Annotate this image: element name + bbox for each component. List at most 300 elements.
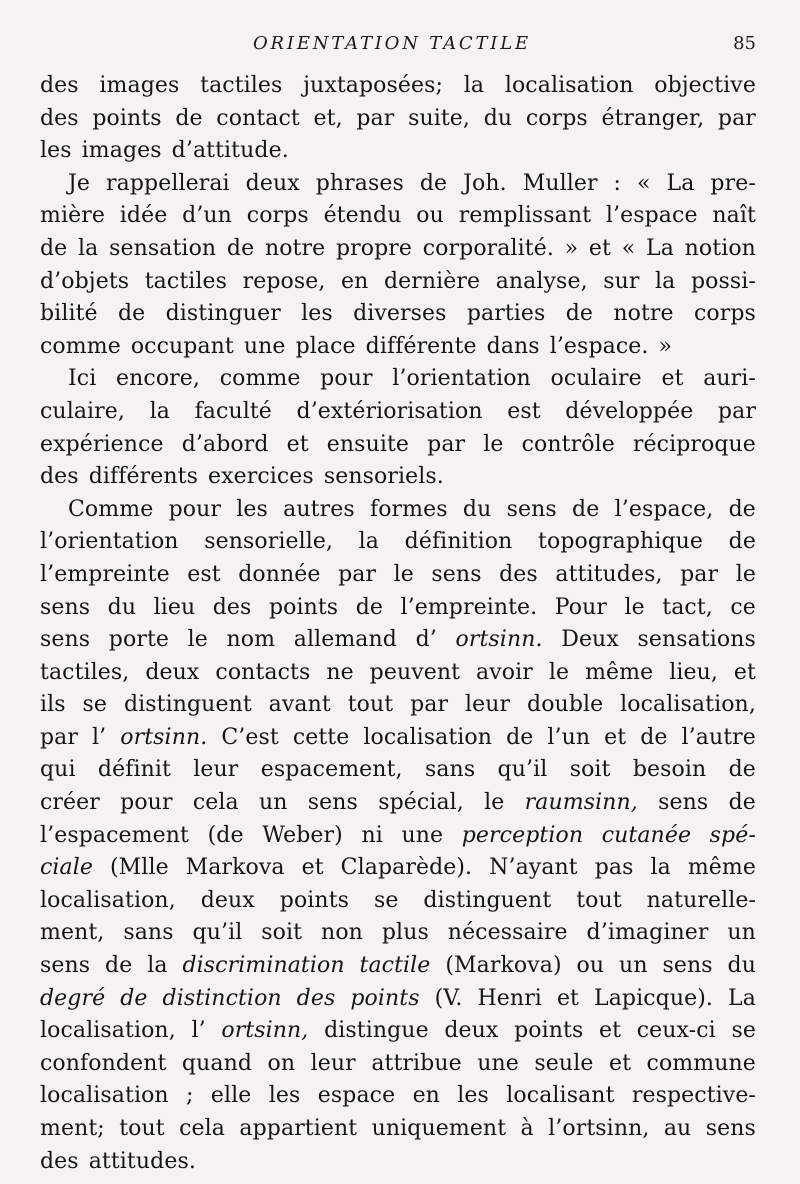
word: idée	[119, 203, 168, 229]
word: Ici	[68, 366, 97, 392]
text-line	[40, 200, 756, 233]
word: images	[99, 73, 180, 98]
word: tout	[119, 1116, 165, 1141]
word: même	[687, 855, 756, 881]
word: remplissant	[458, 203, 592, 229]
word: se	[82, 692, 108, 718]
text-line	[40, 168, 756, 201]
word: d’abord	[181, 431, 269, 457]
word: de	[565, 301, 594, 327]
word: juxtaposées;	[303, 73, 444, 98]
text-line	[40, 331, 756, 364]
text-line	[40, 885, 756, 918]
word: bilité	[40, 301, 98, 327]
text-line	[40, 983, 756, 1016]
word: suite,	[408, 105, 471, 131]
word: Lapicque).	[593, 985, 713, 1011]
word: ce	[730, 594, 756, 620]
word: une	[477, 1050, 519, 1076]
word: tactile	[359, 953, 431, 979]
word: Muller	[522, 170, 598, 196]
text-line	[40, 917, 756, 950]
text-line	[40, 689, 756, 722]
word: notion	[684, 235, 756, 261]
word: La	[645, 235, 674, 261]
word: nécessaire	[447, 920, 568, 946]
word: est	[507, 398, 541, 424]
word: l’un	[547, 724, 591, 750]
word: contacts	[215, 659, 311, 685]
word: faculté	[194, 398, 272, 424]
paragraph	[40, 494, 756, 1178]
word: soit	[569, 757, 611, 783]
word: La	[666, 170, 695, 196]
word: nom	[226, 627, 276, 653]
word: lieu	[153, 594, 196, 620]
word: par	[356, 105, 395, 131]
word: espace	[317, 1083, 396, 1109]
word: du	[483, 105, 513, 131]
word: points	[279, 887, 350, 913]
word: se	[731, 1018, 756, 1044]
word: on	[267, 1050, 296, 1076]
word: les	[40, 138, 72, 164]
word: l’empreinte.	[400, 594, 538, 620]
word: un	[727, 920, 756, 946]
word: les	[268, 1083, 301, 1109]
paragraph	[40, 70, 756, 168]
word: des	[499, 561, 538, 587]
word: étranger,	[601, 105, 705, 131]
word: d’	[415, 627, 437, 653]
word: et	[556, 985, 579, 1011]
word: ment;	[40, 1116, 105, 1141]
word: objective	[654, 73, 756, 98]
text-line	[40, 1048, 756, 1081]
word: donnée	[238, 561, 321, 587]
word: et	[588, 235, 611, 261]
word: distinguer	[165, 301, 281, 327]
text-line	[40, 820, 756, 853]
word: notre	[264, 235, 326, 261]
word: distinguent	[123, 692, 252, 718]
word: d’extériorisation	[296, 398, 483, 424]
text-line	[40, 70, 756, 103]
page-number: 85	[733, 33, 756, 54]
word: lieu,	[669, 659, 718, 685]
word: et	[608, 1050, 632, 1076]
running-head: ORIENTATION TACTILE	[253, 33, 531, 54]
word: attitudes,	[555, 561, 663, 587]
word: pour	[120, 790, 173, 816]
word: différente	[365, 333, 477, 359]
word: points	[92, 105, 162, 131]
word: sans	[424, 757, 476, 783]
word: le	[735, 561, 756, 587]
word: développée	[565, 398, 694, 424]
word: réciproque	[632, 431, 756, 457]
word: possi-	[690, 268, 756, 294]
word: deux	[444, 1018, 499, 1044]
word: la	[149, 398, 170, 424]
word: cela	[192, 790, 239, 816]
word: sensorielle,	[204, 529, 334, 555]
word: les	[236, 496, 268, 522]
word: leur	[310, 1050, 356, 1076]
word: ceux-ci	[636, 1018, 716, 1044]
word: qu’il	[497, 757, 548, 783]
word: est	[187, 561, 221, 587]
word: cutanée	[601, 822, 692, 848]
word: ortsinn,	[221, 1018, 309, 1044]
word: contact	[216, 105, 300, 131]
word: par	[338, 561, 377, 587]
word: ni	[361, 822, 383, 848]
word: :	[613, 170, 622, 196]
word: en	[341, 268, 369, 294]
word: formes	[369, 496, 448, 522]
word: en	[412, 1083, 440, 1109]
word: attribue	[371, 1050, 462, 1076]
word: d’un	[182, 203, 232, 229]
word: d’objets	[40, 268, 130, 294]
text-line	[40, 396, 756, 429]
word: et	[733, 659, 756, 685]
word: par	[680, 561, 719, 587]
word: pour	[168, 496, 221, 522]
body-text	[40, 70, 756, 1178]
word: seule	[534, 1050, 594, 1076]
word: encore,	[116, 366, 201, 392]
word: ;	[186, 1083, 194, 1109]
word: pour	[320, 366, 373, 392]
word: un	[258, 790, 288, 816]
word: expérience	[40, 431, 164, 457]
word: sur	[603, 268, 640, 294]
word: un	[619, 953, 648, 979]
text-line	[40, 722, 756, 755]
text-line	[40, 1015, 756, 1048]
word: (V.	[434, 985, 463, 1011]
word: cela	[179, 1116, 225, 1141]
word: l’	[191, 1018, 206, 1044]
word: avant	[268, 692, 331, 718]
word: différents	[88, 464, 198, 490]
word: ensuite	[326, 431, 410, 457]
word: deux	[145, 659, 200, 685]
word: discrimination	[182, 953, 345, 979]
text-line	[40, 787, 756, 820]
word: localisation,	[40, 1018, 176, 1044]
word: tactiles	[200, 73, 283, 98]
word: par	[717, 398, 756, 424]
word: qu’il	[192, 920, 243, 946]
text-line	[40, 950, 756, 983]
word: sens	[40, 594, 91, 620]
word: d’imaginer	[586, 920, 709, 946]
word: l’orientation	[392, 366, 531, 392]
word: par	[717, 105, 756, 131]
word: La	[727, 985, 756, 1011]
word: de	[226, 235, 255, 261]
word: la	[650, 855, 671, 881]
word: à	[520, 1116, 534, 1141]
word: sens	[658, 790, 709, 816]
word: comme	[40, 333, 121, 359]
word: et	[301, 855, 324, 881]
word: besoin	[632, 757, 707, 783]
word: peuvent	[369, 659, 461, 685]
word: sens	[40, 953, 91, 979]
text-line	[40, 266, 756, 299]
word: de	[355, 594, 383, 620]
word: localisation,	[40, 887, 176, 913]
word: au	[663, 1116, 692, 1141]
word: rappellerai	[106, 170, 230, 196]
word: localisation	[40, 1083, 169, 1109]
text-line	[40, 852, 756, 885]
text-line	[40, 363, 756, 396]
word: Comme	[68, 496, 154, 522]
word: «	[637, 170, 651, 196]
word: par	[40, 724, 79, 750]
word: phrases	[315, 170, 404, 196]
text-line	[40, 461, 756, 494]
word: l’ortsinn,	[548, 1116, 650, 1141]
word: propre	[335, 235, 413, 261]
text-line	[40, 429, 756, 462]
word: points	[350, 985, 420, 1011]
word: Joh.	[463, 170, 507, 196]
word: la	[147, 953, 168, 979]
word: raumsinn,	[524, 790, 638, 816]
word: points	[268, 594, 339, 620]
word: du	[107, 594, 137, 620]
word: de	[506, 724, 534, 750]
word: ils	[40, 692, 66, 718]
word: notre	[613, 301, 674, 327]
word: Pour	[554, 594, 608, 620]
text-line	[40, 1113, 756, 1146]
word: double	[527, 692, 604, 718]
word: du	[727, 953, 756, 979]
word: tactiles,	[40, 659, 130, 685]
word: Henri	[477, 985, 542, 1011]
word: la	[463, 73, 485, 98]
text-line	[40, 624, 756, 657]
word: ou	[576, 953, 605, 979]
word: définition	[404, 529, 513, 555]
word: N’ayant	[489, 855, 578, 881]
word: l’espace,	[614, 496, 714, 522]
page-header	[40, 0, 756, 62]
word: naturelle-	[646, 887, 756, 913]
word: topographique	[538, 529, 704, 555]
word: sens	[307, 790, 358, 816]
word: les	[457, 1083, 489, 1109]
word: de	[105, 953, 133, 979]
word: l’orientation	[40, 529, 179, 555]
word: qui	[40, 757, 76, 783]
word: ortsinn.	[120, 724, 208, 750]
word: corps	[246, 203, 309, 229]
word: ciale	[40, 855, 94, 881]
word: le	[484, 790, 505, 816]
word: localisation	[504, 73, 634, 98]
word: tout	[347, 692, 394, 718]
word: Je	[68, 170, 91, 196]
word: parties	[466, 301, 546, 327]
text-line	[40, 526, 756, 559]
word: ou	[416, 203, 444, 229]
word: de	[419, 170, 448, 196]
word: tactiles	[144, 268, 228, 294]
word: diverses	[353, 301, 447, 327]
word: »	[564, 235, 579, 261]
word: respective-	[631, 1083, 756, 1109]
text-line	[40, 494, 756, 527]
word: uniquement	[371, 1116, 507, 1141]
word: des	[40, 464, 79, 490]
word: appartient	[239, 1116, 358, 1141]
word: dernière	[383, 268, 481, 294]
word: de	[640, 724, 668, 750]
word: cette	[292, 724, 350, 750]
word: repose,	[242, 268, 326, 294]
word: et,	[313, 105, 343, 131]
word: sans	[123, 920, 174, 946]
word: soit	[261, 920, 303, 946]
paragraph	[40, 168, 756, 364]
word: (de	[207, 822, 244, 848]
word: sensoriels.	[323, 464, 444, 490]
word: degré	[40, 985, 106, 1011]
word: exercices	[207, 464, 314, 490]
word: sens	[40, 627, 91, 653]
word: ne	[326, 659, 354, 685]
word: Claparède).	[340, 855, 473, 881]
word: des	[212, 594, 252, 620]
word: confondent	[40, 1050, 167, 1076]
word: l’empreinte	[40, 561, 170, 587]
word: et	[661, 366, 684, 392]
word: sens	[506, 496, 557, 522]
text-line	[40, 657, 756, 690]
word: une	[243, 333, 286, 359]
word: contrôle	[521, 431, 615, 457]
paragraph	[40, 363, 756, 493]
word: le	[624, 594, 645, 620]
word: Weber)	[262, 822, 343, 848]
word: le	[393, 561, 414, 587]
word: le	[187, 627, 208, 653]
word: (Markova)	[445, 953, 562, 979]
word: commune	[646, 1050, 756, 1076]
word: mière	[40, 203, 105, 229]
word: corps	[693, 301, 756, 327]
word: deux	[245, 170, 300, 196]
word: comme	[219, 366, 301, 392]
word: par	[427, 431, 466, 457]
word: distingue	[324, 1018, 429, 1044]
word: corporalité.	[422, 235, 554, 261]
word: »	[658, 333, 673, 359]
word: des	[40, 105, 79, 131]
word: naît	[712, 203, 756, 229]
word: deux	[200, 887, 255, 913]
word: le	[548, 659, 570, 685]
word: de	[120, 985, 148, 1011]
word: l’espace	[605, 203, 698, 229]
word: elle	[210, 1083, 252, 1109]
word: auri-	[703, 366, 756, 392]
word: de	[117, 301, 146, 327]
word: pas	[594, 855, 634, 881]
word: des	[296, 985, 336, 1011]
word: tact,	[662, 594, 713, 620]
word: spé-	[709, 822, 756, 848]
word: attitudes.	[88, 1148, 196, 1174]
word: et	[286, 431, 309, 457]
word: (Mlle	[110, 855, 169, 881]
word: l’	[92, 724, 107, 750]
word: porte	[108, 627, 170, 653]
word: de	[572, 496, 600, 522]
word: C’est	[221, 724, 279, 750]
word: allemand	[293, 627, 397, 653]
word: autres	[283, 496, 355, 522]
word: de	[40, 235, 68, 261]
word: étendu	[323, 203, 402, 229]
word: la	[78, 235, 99, 261]
text-line	[40, 135, 756, 168]
word: de	[728, 496, 756, 522]
word: localisation,	[620, 692, 756, 718]
word: des	[40, 1148, 79, 1174]
text-line	[40, 559, 756, 592]
word: oculaire	[550, 366, 642, 392]
word: du	[462, 496, 492, 522]
text-line	[40, 592, 756, 625]
text-line	[40, 298, 756, 331]
word: sensations	[637, 627, 756, 653]
word: même	[585, 659, 654, 685]
word: le	[483, 431, 504, 457]
word: par	[410, 692, 449, 718]
word: de	[728, 757, 756, 783]
word: distinguent	[423, 887, 552, 913]
word: Deux	[561, 627, 619, 653]
word: localisant	[506, 1083, 615, 1109]
word: images	[81, 138, 162, 164]
word: Markova	[185, 855, 285, 881]
text-line	[40, 1146, 756, 1179]
word: distinction	[162, 985, 282, 1011]
word: corps	[525, 105, 588, 131]
word: place	[295, 333, 356, 359]
word: espacement,	[260, 757, 403, 783]
word: se	[373, 887, 399, 913]
word: sens	[662, 953, 713, 979]
word: l’espacement	[40, 822, 189, 848]
word: avoir	[476, 659, 533, 685]
word: plus	[381, 920, 429, 946]
word: occupant	[130, 333, 234, 359]
word: et	[599, 1018, 622, 1044]
word: sensation	[109, 235, 217, 261]
word: ortsinn.	[455, 627, 543, 653]
word: sens	[431, 561, 482, 587]
